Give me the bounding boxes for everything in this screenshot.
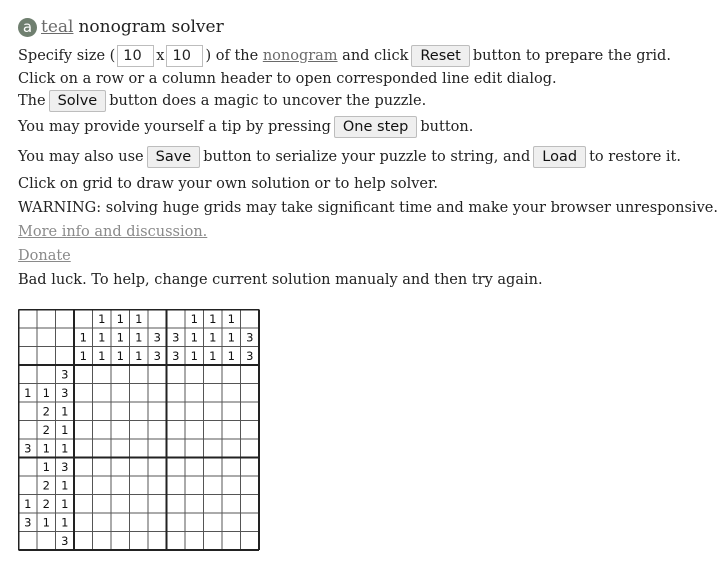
grid-cell[interactable] bbox=[93, 513, 112, 532]
row-clue[interactable]: 3 bbox=[61, 533, 69, 548]
grid-cell[interactable] bbox=[93, 532, 112, 551]
size-x: x bbox=[156, 47, 165, 64]
grid-cell[interactable] bbox=[222, 476, 241, 495]
column-clue[interactable]: 3 bbox=[153, 348, 161, 363]
header bbox=[18, 14, 708, 40]
grid-cell[interactable] bbox=[130, 439, 149, 458]
save-suffix: to restore it. bbox=[589, 149, 681, 165]
grid-cell[interactable] bbox=[148, 476, 167, 495]
grid-cell[interactable] bbox=[93, 458, 112, 477]
grid-cell[interactable] bbox=[167, 513, 186, 532]
grid-cell[interactable] bbox=[185, 365, 204, 384]
grid-cell[interactable] bbox=[74, 384, 93, 403]
grid-cell[interactable] bbox=[111, 532, 130, 551]
grid-cell[interactable] bbox=[130, 365, 149, 384]
size-middle: ) of the bbox=[205, 47, 259, 64]
grid-cell[interactable] bbox=[222, 513, 241, 532]
grid-cell[interactable] bbox=[111, 476, 130, 495]
grid-cell[interactable] bbox=[167, 532, 186, 551]
column-clue[interactable]: 1 bbox=[79, 348, 87, 363]
grid-cell[interactable] bbox=[148, 421, 167, 440]
row-clue[interactable]: 3 bbox=[61, 385, 69, 400]
grid-cell[interactable] bbox=[111, 495, 130, 514]
row-clue[interactable]: 1 bbox=[61, 496, 69, 511]
grid-cell[interactable] bbox=[167, 421, 186, 440]
and-click-text: and click bbox=[342, 47, 409, 64]
solve-line bbox=[18, 90, 708, 112]
save-button[interactable]: Save bbox=[147, 146, 201, 168]
grid-svg bbox=[18, 309, 268, 559]
grid-cell[interactable] bbox=[148, 402, 167, 421]
row-clue[interactable]: 3 bbox=[24, 515, 32, 530]
tip-suffix: button. bbox=[420, 119, 474, 135]
grid-cell[interactable] bbox=[93, 495, 112, 514]
nonogram-grid bbox=[18, 309, 268, 563]
column-clue[interactable]: 3 bbox=[172, 330, 180, 345]
grid-cell[interactable] bbox=[93, 402, 112, 421]
grid-cell[interactable] bbox=[111, 365, 130, 384]
grid-cell[interactable] bbox=[148, 439, 167, 458]
grid-cell[interactable] bbox=[204, 532, 223, 551]
logo-icon: a bbox=[18, 18, 37, 37]
column-clue[interactable]: 1 bbox=[190, 330, 198, 345]
grid-cell[interactable] bbox=[111, 421, 130, 440]
grid-cell[interactable] bbox=[93, 421, 112, 440]
grid-cell[interactable] bbox=[74, 532, 93, 551]
grid-cell[interactable] bbox=[241, 513, 260, 532]
height-input[interactable]: 10 bbox=[166, 45, 203, 67]
row-clue[interactable]: 1 bbox=[42, 459, 50, 474]
column-clue[interactable]: 1 bbox=[135, 330, 143, 345]
size-prefix: Specify size ( bbox=[18, 47, 116, 64]
grid-cell[interactable] bbox=[148, 532, 167, 551]
grid-cell[interactable] bbox=[204, 439, 223, 458]
solve-prefix: The bbox=[18, 93, 46, 109]
grid-cell[interactable] bbox=[167, 458, 186, 477]
row-clue[interactable]: 1 bbox=[42, 515, 50, 530]
grid-cell[interactable] bbox=[74, 458, 93, 477]
grid-cell[interactable] bbox=[241, 421, 260, 440]
donate-link[interactable]: Donate bbox=[18, 248, 71, 264]
grid-cell[interactable] bbox=[111, 513, 130, 532]
size-line bbox=[18, 43, 708, 68]
grid-cell[interactable] bbox=[167, 495, 186, 514]
column-clue[interactable]: 1 bbox=[190, 348, 198, 363]
teal-link[interactable]: teal bbox=[41, 17, 74, 37]
grid-cell[interactable] bbox=[93, 384, 112, 403]
grid-cell[interactable] bbox=[111, 384, 130, 403]
reset-button[interactable]: Reset bbox=[411, 45, 470, 67]
column-clue[interactable]: 1 bbox=[227, 311, 235, 326]
grid-cell[interactable] bbox=[167, 439, 186, 458]
grid-cell[interactable] bbox=[222, 495, 241, 514]
grid-cell[interactable] bbox=[185, 495, 204, 514]
row-clue[interactable]: 2 bbox=[42, 404, 50, 419]
column-clue[interactable]: 1 bbox=[98, 348, 106, 363]
grid-cell[interactable] bbox=[130, 476, 149, 495]
grid-cell[interactable] bbox=[204, 513, 223, 532]
grid-cell[interactable] bbox=[130, 421, 149, 440]
grid-cell[interactable] bbox=[241, 402, 260, 421]
row-clue[interactable]: 1 bbox=[24, 385, 32, 400]
grid-cell[interactable] bbox=[185, 458, 204, 477]
grid-cell[interactable] bbox=[241, 439, 260, 458]
grid-cell[interactable] bbox=[222, 421, 241, 440]
row-clue[interactable]: 2 bbox=[42, 478, 50, 493]
column-clue[interactable]: 3 bbox=[246, 348, 254, 363]
column-clue[interactable]: 1 bbox=[209, 311, 217, 326]
grid-cell[interactable] bbox=[204, 495, 223, 514]
tip-prefix: You may provide yourself a tip by pressing bbox=[18, 119, 331, 135]
grid-cell[interactable] bbox=[222, 402, 241, 421]
grid-cell[interactable] bbox=[241, 365, 260, 384]
grid-cell[interactable] bbox=[148, 495, 167, 514]
help-line-draw: Click on grid to draw your own solution or to help solver. bbox=[18, 176, 438, 192]
help-line-edit: Click on a row or a column header to open corresponded line edit dialog. bbox=[18, 71, 557, 87]
grid-cell[interactable] bbox=[111, 458, 130, 477]
grid-cell[interactable] bbox=[148, 513, 167, 532]
more-info-link[interactable]: More info and discussion. bbox=[18, 224, 208, 240]
size-suffix: button to prepare the grid. bbox=[472, 47, 671, 64]
status-message: Bad luck. To help, change current solution manualy and then try again. bbox=[18, 272, 543, 288]
nonogram-link[interactable]: nonogram bbox=[262, 47, 338, 64]
column-clue[interactable]: 1 bbox=[116, 311, 124, 326]
grid-cell[interactable] bbox=[185, 384, 204, 403]
page-title: nonogram solver bbox=[78, 17, 224, 37]
grid-cell[interactable] bbox=[204, 384, 223, 403]
grid-cell[interactable] bbox=[204, 476, 223, 495]
grid-cell[interactable] bbox=[130, 384, 149, 403]
column-clue[interactable]: 1 bbox=[209, 348, 217, 363]
grid-cell[interactable] bbox=[222, 532, 241, 551]
row-clue[interactable]: 1 bbox=[61, 441, 69, 456]
grid-cell[interactable] bbox=[222, 458, 241, 477]
row-clue[interactable]: 3 bbox=[61, 459, 69, 474]
grid-cell[interactable] bbox=[111, 402, 130, 421]
column-clue[interactable]: 1 bbox=[190, 311, 198, 326]
column-clue[interactable]: 3 bbox=[153, 330, 161, 345]
column-clue[interactable]: 1 bbox=[116, 348, 124, 363]
grid-cell[interactable] bbox=[167, 476, 186, 495]
grid-cell[interactable] bbox=[222, 439, 241, 458]
grid-cell[interactable] bbox=[241, 458, 260, 477]
grid-cell[interactable] bbox=[130, 458, 149, 477]
grid-cell[interactable] bbox=[74, 365, 93, 384]
grid-cell[interactable] bbox=[130, 402, 149, 421]
grid-cell[interactable] bbox=[148, 384, 167, 403]
grid-cell[interactable] bbox=[148, 458, 167, 477]
row-clue[interactable]: 1 bbox=[42, 385, 50, 400]
solve-suffix: button does a magic to uncover the puzzle. bbox=[109, 93, 427, 109]
grid-cell[interactable] bbox=[111, 439, 130, 458]
column-clue[interactable]: 3 bbox=[246, 330, 254, 345]
grid-cell[interactable] bbox=[167, 365, 186, 384]
grid-cell[interactable] bbox=[74, 476, 93, 495]
column-clue[interactable]: 1 bbox=[116, 330, 124, 345]
grid-cell[interactable] bbox=[74, 495, 93, 514]
grid-cell[interactable] bbox=[93, 476, 112, 495]
grid-cell[interactable] bbox=[241, 384, 260, 403]
grid-cell[interactable] bbox=[185, 513, 204, 532]
column-clue[interactable]: 3 bbox=[172, 348, 180, 363]
grid-cell[interactable] bbox=[74, 513, 93, 532]
column-clue[interactable]: 1 bbox=[135, 311, 143, 326]
grid-cell[interactable] bbox=[74, 421, 93, 440]
page bbox=[18, 14, 718, 292]
grid-cell[interactable] bbox=[185, 476, 204, 495]
grid-cell[interactable] bbox=[74, 439, 93, 458]
row-clue[interactable]: 2 bbox=[42, 422, 50, 437]
grid-cell[interactable] bbox=[185, 421, 204, 440]
row-clue[interactable]: 3 bbox=[24, 441, 32, 456]
solve-button[interactable]: Solve bbox=[49, 90, 107, 112]
row-clue[interactable]: 1 bbox=[24, 496, 32, 511]
column-clue[interactable]: 1 bbox=[227, 348, 235, 363]
column-clue[interactable]: 1 bbox=[227, 330, 235, 345]
one-step-button[interactable]: One step bbox=[334, 116, 418, 138]
row-clue[interactable]: 1 bbox=[61, 422, 69, 437]
column-clue[interactable]: 1 bbox=[209, 330, 217, 345]
grid-cell[interactable] bbox=[241, 532, 260, 551]
grid-cell[interactable] bbox=[185, 439, 204, 458]
column-clue[interactable]: 1 bbox=[98, 330, 106, 345]
grid-cell[interactable] bbox=[167, 402, 186, 421]
grid-cell[interactable] bbox=[185, 532, 204, 551]
grid-cell[interactable] bbox=[93, 365, 112, 384]
row-clue[interactable]: 1 bbox=[42, 441, 50, 456]
grid-cell[interactable] bbox=[241, 476, 260, 495]
grid-cell[interactable] bbox=[93, 439, 112, 458]
grid-cell[interactable] bbox=[204, 402, 223, 421]
grid-cell[interactable] bbox=[222, 384, 241, 403]
row-clue[interactable]: 1 bbox=[61, 478, 69, 493]
tip-line bbox=[18, 112, 708, 142]
grid-cell[interactable] bbox=[204, 458, 223, 477]
save-prefix: You may also use bbox=[18, 149, 144, 165]
grid-cell[interactable] bbox=[204, 421, 223, 440]
warning-text: WARNING: solving huge grids may take significant time and make your browser unresponsive. bbox=[18, 200, 718, 216]
column-clue[interactable]: 1 bbox=[79, 330, 87, 345]
grid-cell[interactable] bbox=[130, 532, 149, 551]
grid-cell[interactable] bbox=[185, 402, 204, 421]
grid-cell[interactable] bbox=[130, 513, 149, 532]
grid-cell[interactable] bbox=[222, 365, 241, 384]
width-input[interactable]: 10 bbox=[117, 45, 154, 67]
grid-cell[interactable] bbox=[167, 384, 186, 403]
row-clue[interactable]: 3 bbox=[61, 367, 69, 382]
grid-cell[interactable] bbox=[148, 365, 167, 384]
row-clue[interactable]: 2 bbox=[42, 496, 50, 511]
grid-cell[interactable] bbox=[130, 495, 149, 514]
grid-cell[interactable] bbox=[241, 495, 260, 514]
column-clue[interactable]: 1 bbox=[98, 311, 106, 326]
row-clue[interactable]: 1 bbox=[61, 515, 69, 530]
grid-cell[interactable] bbox=[74, 402, 93, 421]
column-clue[interactable]: 1 bbox=[135, 348, 143, 363]
save-line bbox=[18, 142, 708, 172]
load-button[interactable]: Load bbox=[533, 146, 586, 168]
save-middle: button to serialize your puzzle to string, and bbox=[203, 149, 531, 165]
grid-cell[interactable] bbox=[204, 365, 223, 384]
row-clue[interactable]: 1 bbox=[61, 404, 69, 419]
